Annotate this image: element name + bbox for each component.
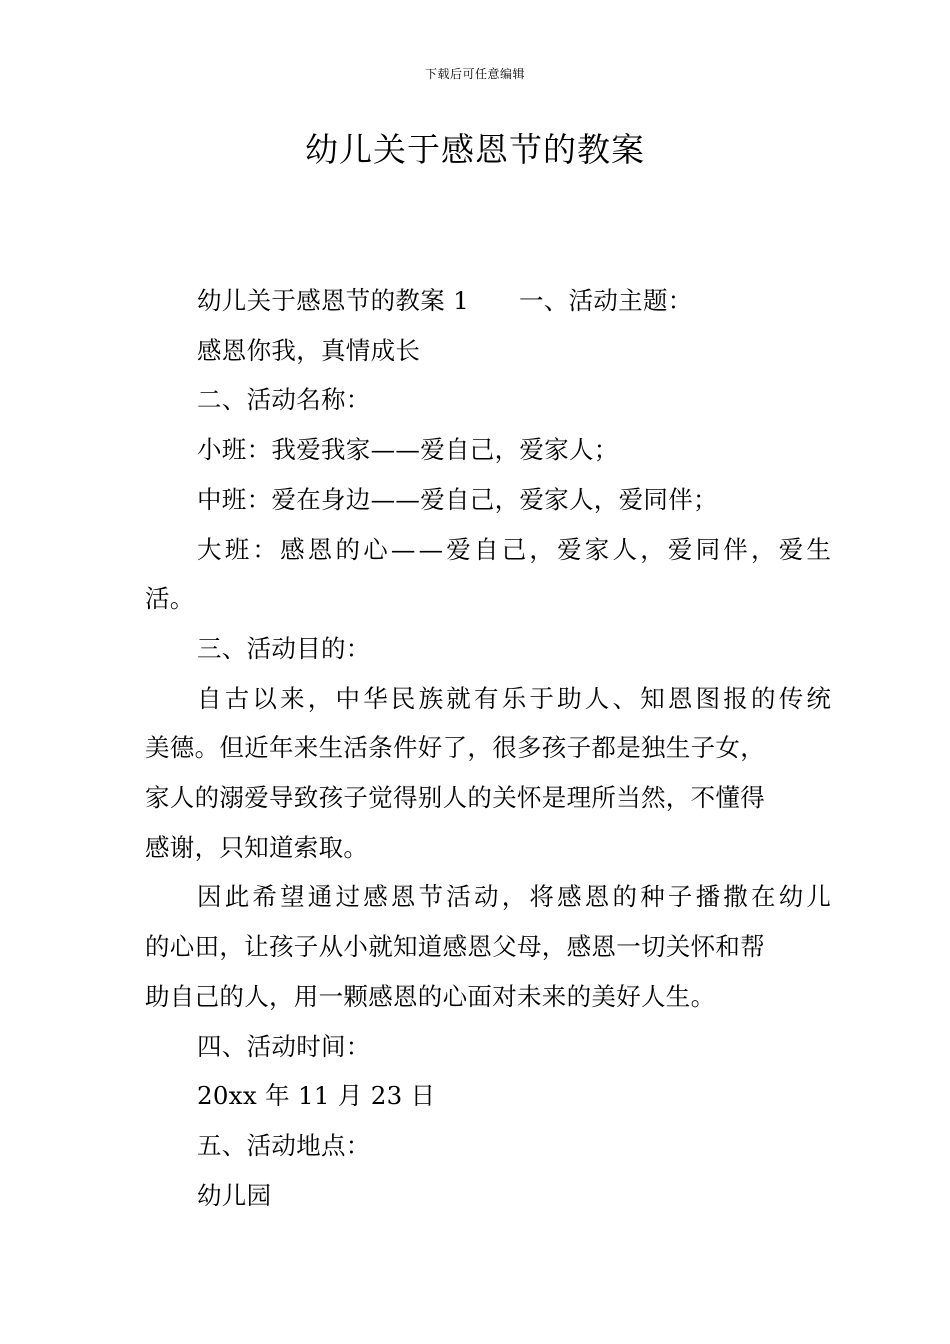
lesson-plan-label: 幼儿关于感恩节的教案 1 xyxy=(197,286,469,315)
activity-date: 20xx 年 11 月 23 日 xyxy=(197,1081,436,1111)
large-class-line-cont: 活。 xyxy=(145,584,195,614)
section-heading-place: 五、活动地点： xyxy=(197,1130,371,1160)
section-heading-time: 四、活动时间： xyxy=(197,1031,371,1061)
lesson-heading-line xyxy=(145,276,807,326)
small-class-line: 小班：我爱我家——爱自己，爱家人； xyxy=(197,435,619,465)
header-note: 下载后可任意编辑 xyxy=(424,67,525,81)
paragraph-line: 家人的溺爱导致孩子觉得别人的关怀是理所当然，不懂得 xyxy=(145,783,765,813)
paragraph-line: 自古以来，中华民族就有乐于助人、知恩图报的传统 xyxy=(197,683,835,713)
paragraph-line: 感谢，只知道索取。 xyxy=(145,832,369,862)
section-heading-theme: 一、活动主题： xyxy=(518,286,693,315)
large-class-line: 大班：感恩的心——爱自己，爱家人，爱同伴，爱生 xyxy=(197,534,835,564)
activity-place: 幼儿园 xyxy=(197,1180,272,1210)
paragraph-line: 助自己的人，用一颗感恩的心面对未来的美好人生。 xyxy=(145,981,716,1011)
paragraph-line: 美德。但近年来生活条件好了，很多孩子都是独生子女， xyxy=(145,733,765,763)
paragraph-line: 的心田，让孩子从小就知道感恩父母，感恩一切关怀和帮 xyxy=(145,932,765,962)
section-heading-goal: 三、活动目的： xyxy=(197,633,371,663)
document-title: 幼儿关于感恩节的教案 xyxy=(305,130,645,169)
paragraph-line: 因此希望通过感恩节活动，将感恩的种子播撒在幼儿 xyxy=(197,882,835,912)
theme-text: 感恩你我，真情成长 xyxy=(197,335,421,365)
document-body xyxy=(145,276,835,1220)
middle-class-line: 中班：爱在身边——爱自己，爱家人，爱同伴； xyxy=(197,484,718,514)
section-heading-name: 二、活动名称： xyxy=(197,385,371,415)
